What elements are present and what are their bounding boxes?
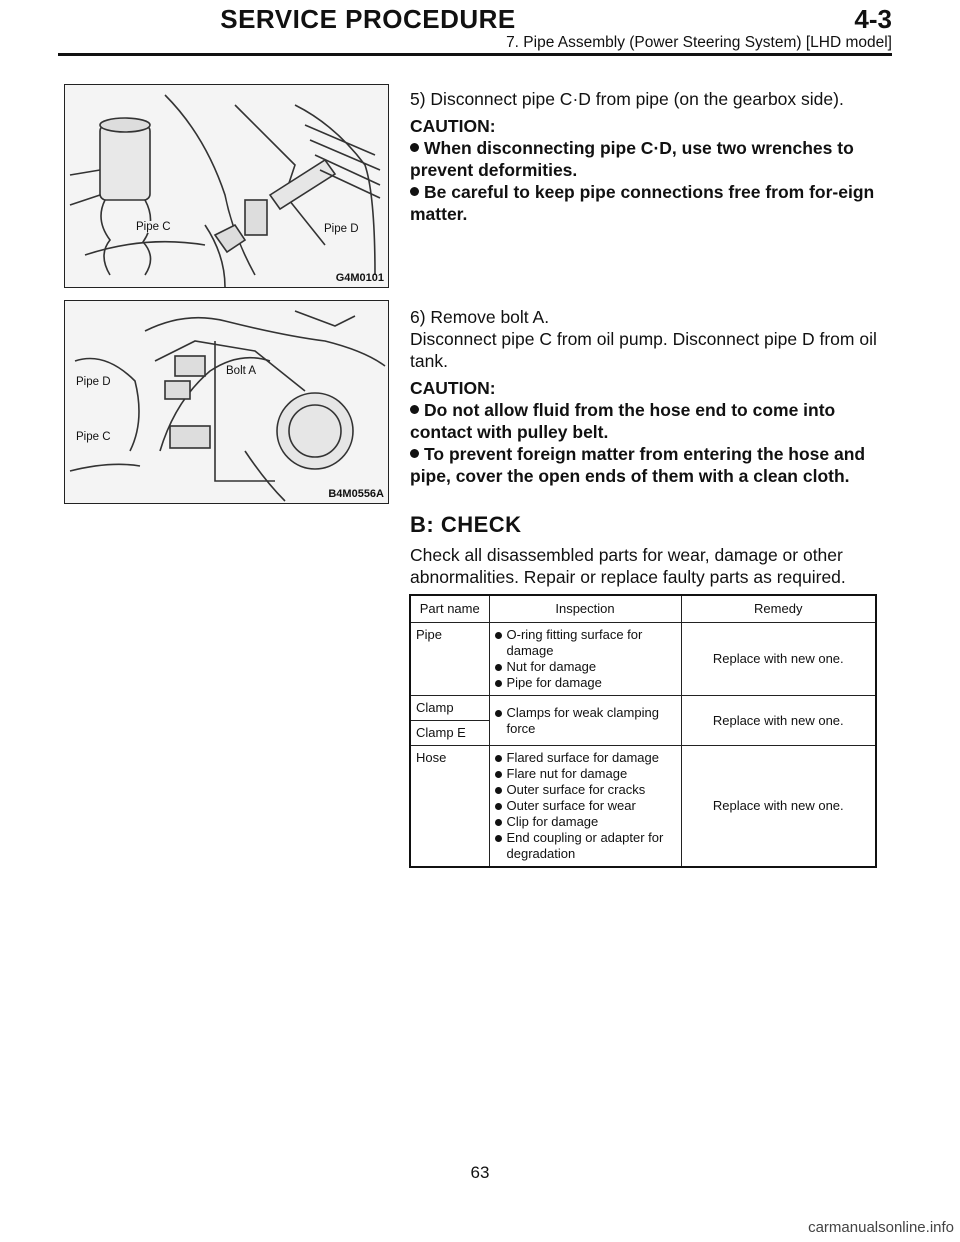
step-6-block: [410, 306, 878, 487]
inspection-cell: [489, 746, 681, 868]
bullet-icon: [410, 449, 419, 458]
bullet-icon: [495, 835, 502, 842]
inspection-item: Outer surface for cracks: [495, 782, 676, 798]
column-header: Inspection: [489, 595, 681, 623]
caution-bullet: Do not allow fluid from the hose end to come into contact with pulley belt.: [410, 400, 836, 442]
caution-heading: CAUTION:: [410, 116, 496, 136]
callout-bolt-a: Bolt A: [226, 365, 257, 377]
inspection-cell: [489, 623, 681, 696]
step-5-block: [410, 88, 878, 225]
watermark: carmanualsonline.info: [808, 1219, 954, 1236]
inspection-item: O-ring fitting surface for damage: [495, 627, 676, 659]
inspection-item: Clip for damage: [495, 814, 676, 830]
figure-code: G4M0101: [335, 272, 384, 284]
table-row: [410, 746, 876, 868]
page-number: 63: [470, 1163, 490, 1182]
bullet-icon: [495, 803, 502, 810]
inspection-item: Pipe for damage: [495, 675, 676, 691]
bullet-icon: [495, 664, 502, 671]
column-header: Remedy: [681, 595, 876, 623]
table-row: [410, 696, 876, 721]
page-subtitle: 7. Pipe Assembly (Power Steering System) [LHD model]: [506, 34, 892, 51]
bullet-icon: [495, 680, 502, 687]
figure-code: B4M0556A: [328, 488, 384, 500]
caution-bullet: When disconnecting pipe C·D, use two wrenches to prevent deformities.: [410, 138, 854, 180]
callout-pipe-c: Pipe C: [136, 221, 171, 233]
caution-bullet: Be careful to keep pipe connections free from for-eign matter.: [410, 182, 875, 224]
inspection-item: End coupling or adapter for degradation: [495, 830, 676, 862]
check-intro: Check all disassembled parts for wear, damage or other abnormalities. Repair or replace faulty parts as required.: [410, 545, 846, 587]
remedy-cell: Replace with new one.: [681, 623, 876, 696]
bullet-icon: [495, 771, 502, 778]
inspection-table: [409, 594, 877, 868]
bullet-icon: [495, 755, 502, 762]
callout-pipe-d: Pipe D: [76, 376, 111, 388]
section-heading-check: B: CHECK: [410, 512, 522, 537]
figure-bolt-a-drawing: [65, 301, 388, 503]
remedy-cell: Replace with new one.: [681, 696, 876, 746]
part-name-cell: Clamp: [410, 696, 489, 721]
figure-pipe-cd: [64, 84, 389, 288]
inspection-cell: [489, 696, 681, 746]
step-6-line1: 6) Remove bolt A.: [410, 307, 550, 327]
table-header-row: [410, 595, 876, 623]
callout-pipe-c: Pipe C: [76, 431, 111, 443]
table-row: [410, 623, 876, 696]
bullet-icon: [495, 787, 502, 794]
section-number: 4-3: [854, 4, 892, 34]
inspection-item: Flared surface for damage: [495, 750, 676, 766]
page-header-title: SERVICE PROCEDURE: [220, 4, 516, 34]
figure-bolt-a: [64, 300, 389, 504]
bullet-icon: [410, 143, 419, 152]
step-6-line2: Disconnect pipe C from oil pump. Disconnect pipe D from oil tank.: [410, 329, 877, 371]
caution-bullet: To prevent foreign matter from entering the hose and pipe, cover the open ends of them with a clean cloth.: [410, 444, 866, 486]
bullet-icon: [410, 187, 419, 196]
header-rule: [58, 53, 892, 56]
inspection-item: Clamps for weak clamping force: [495, 705, 676, 737]
column-header: Part name: [410, 595, 489, 623]
step-5-text: 5) Disconnect pipe C·D from pipe (on the gearbox side).: [410, 89, 844, 109]
part-name-cell: Pipe: [410, 623, 489, 696]
part-name-cell: Hose: [410, 746, 489, 868]
bullet-icon: [410, 405, 419, 414]
caution-heading: CAUTION:: [410, 378, 496, 398]
remedy-cell: Replace with new one.: [681, 746, 876, 868]
callout-pipe-d: Pipe D: [324, 223, 359, 235]
bullet-icon: [495, 819, 502, 826]
inspection-item: Flare nut for damage: [495, 766, 676, 782]
inspection-item: Nut for damage: [495, 659, 676, 675]
bullet-icon: [495, 710, 502, 717]
figure-pipe-cd-drawing: [65, 85, 388, 287]
inspection-item: Outer surface for wear: [495, 798, 676, 814]
bullet-icon: [495, 632, 502, 639]
part-name-cell: Clamp E: [410, 721, 489, 746]
